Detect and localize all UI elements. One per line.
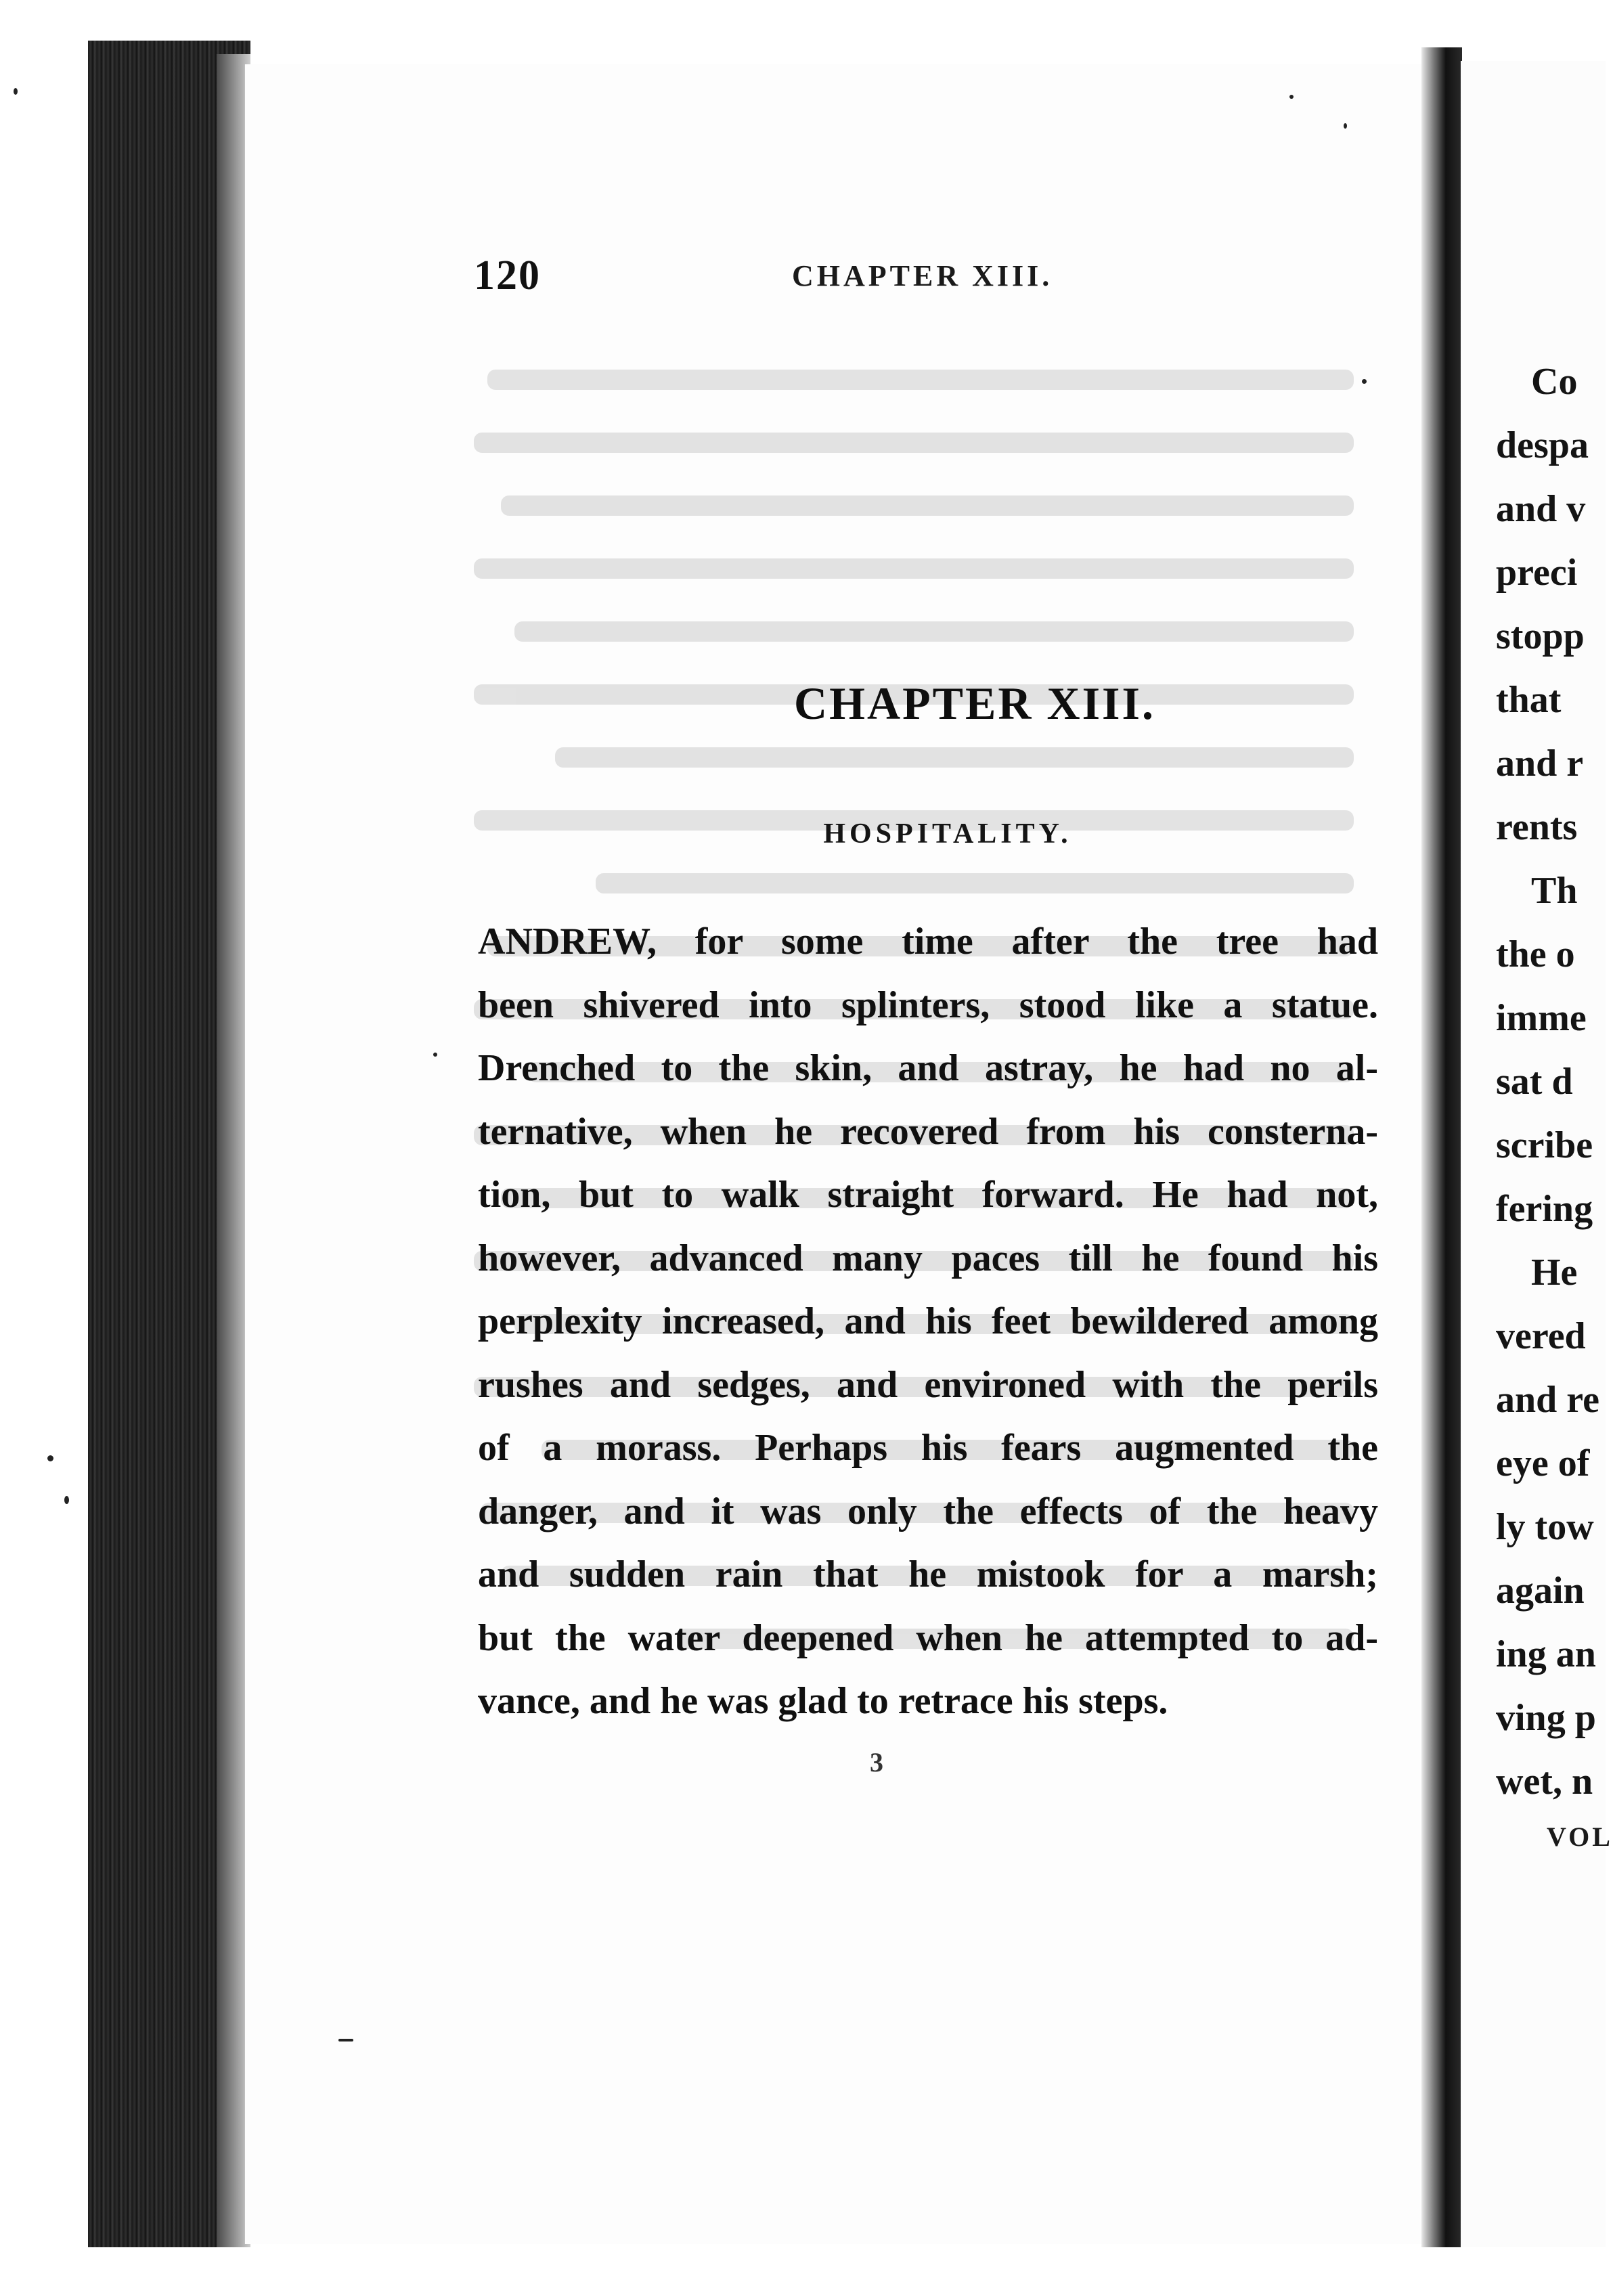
text-line: rushes and sedges, and environed with the perils — [478, 1363, 1378, 1406]
running-title: CHAPTER XIII. — [792, 259, 1053, 292]
facing-page-line: vered — [1496, 1315, 1586, 1357]
chapter-body — [478, 910, 1378, 1734]
text-line: ternative, when he recovered from his consterna- — [478, 1110, 1378, 1153]
facing-page-line: that — [1496, 679, 1562, 721]
scan-speck — [1344, 123, 1347, 129]
facing-page-line: imme — [1496, 997, 1587, 1039]
facing-page-line: ly tow — [1496, 1506, 1594, 1548]
facing-page-line: and v — [1496, 488, 1586, 530]
scan-speck — [64, 1496, 69, 1504]
text-line: been shivered into splinters, stood like a statue. — [478, 984, 1378, 1026]
facing-page-line: rents — [1496, 806, 1578, 848]
text-line: danger, and it was only the effects of the heavy — [478, 1490, 1378, 1532]
chapter-heading: CHAPTER XIII. — [794, 678, 1155, 729]
facing-page-line: sat d — [1496, 1061, 1573, 1103]
scan-speck — [47, 1455, 53, 1461]
facing-page-line: Th — [1531, 870, 1578, 912]
text-line: tion, but to walk straight forward. He had not, — [478, 1174, 1378, 1216]
facing-page-line: He — [1531, 1252, 1578, 1294]
facing-page-line: and re — [1496, 1379, 1599, 1421]
text-line: however, advanced many paces till he found his — [478, 1237, 1378, 1279]
scan-speck — [433, 1053, 437, 1057]
text-line: Drenched to the skin, and astray, he had no al- — [478, 1047, 1378, 1089]
facing-page-line: wet, n — [1496, 1761, 1593, 1803]
facing-page-line: the o — [1496, 933, 1575, 975]
scan-speck — [1362, 379, 1367, 384]
facing-page-line: ing an — [1496, 1633, 1596, 1675]
page-gutter — [1421, 47, 1462, 2247]
facing-page-line: stopp — [1496, 615, 1585, 657]
text-line: perplexity increased, and his feet bewildered among — [478, 1300, 1378, 1342]
chapter-subtitle: HOSPITALITY. — [823, 818, 1072, 849]
signature-mark: 3 — [870, 1747, 883, 1778]
scan-speck — [338, 2039, 353, 2041]
running-header — [474, 252, 1367, 299]
scan-speck — [1289, 95, 1294, 99]
facing-page-line: and r — [1496, 743, 1584, 785]
scan-speck — [14, 88, 18, 95]
text-line: and sudden rain that he mistook for a marsh; — [478, 1553, 1378, 1595]
facing-page-line: ving p — [1496, 1697, 1596, 1739]
facing-page-line: Co — [1531, 361, 1578, 403]
text-line: of a morass. Perhaps his fears augmented the — [478, 1427, 1378, 1469]
text-line: but the water deepened when he attempted to ad- — [478, 1616, 1378, 1659]
facing-page-line: despa — [1496, 424, 1589, 466]
text-line: vance, and he was glad to retrace his steps. — [478, 1680, 1168, 1722]
page-number: 120 — [474, 252, 541, 299]
facing-page-footer: VOL — [1547, 1822, 1613, 1852]
facing-page-line: fering — [1496, 1188, 1593, 1230]
facing-page-line: scribe — [1496, 1124, 1593, 1166]
facing-page-line: again — [1496, 1570, 1585, 1612]
facing-page-line: eye of — [1496, 1442, 1590, 1484]
facing-page-line: preci — [1496, 552, 1578, 594]
text-line: ANDREW, for some time after the tree had — [478, 921, 1378, 963]
